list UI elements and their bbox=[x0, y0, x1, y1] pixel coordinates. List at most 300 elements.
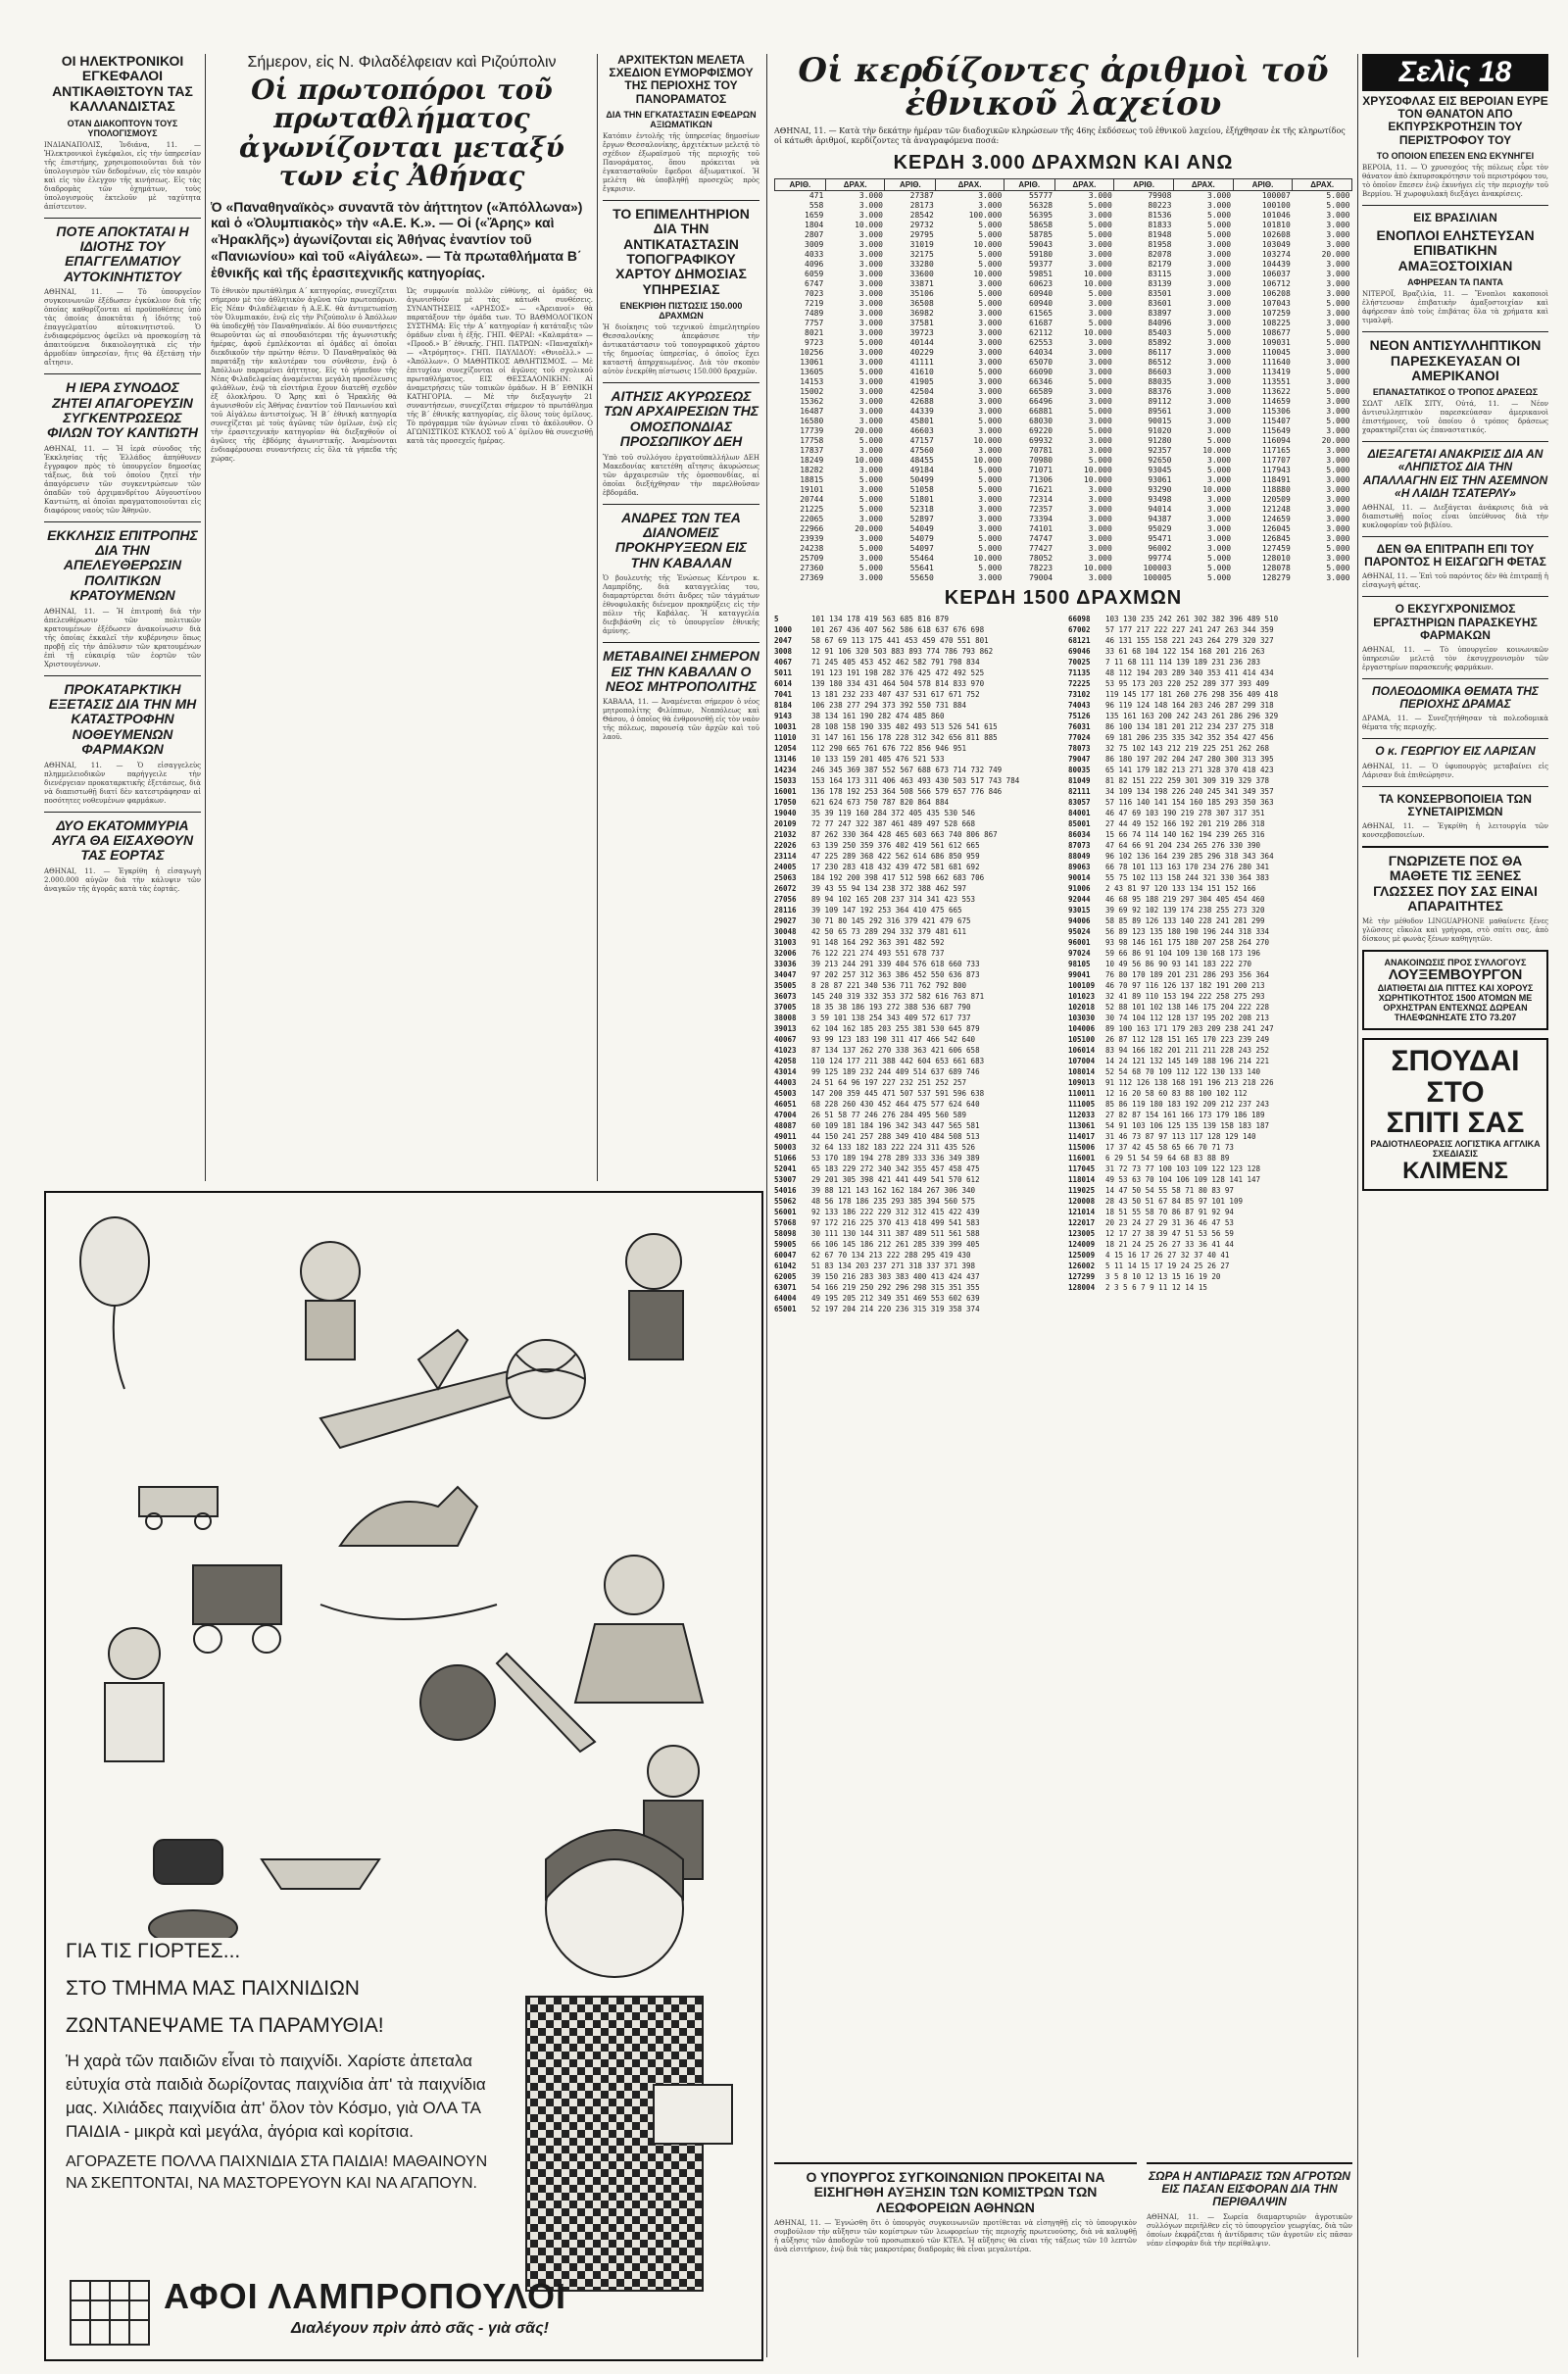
prize-cell: 3.000 bbox=[858, 299, 883, 308]
prize-number-suffixes: 12 17 27 38 39 47 51 53 56 59 bbox=[1105, 1229, 1234, 1238]
prize-cell: 5.000 bbox=[978, 289, 1003, 298]
prize-cell: 117943 bbox=[1261, 466, 1291, 474]
prize-cell: 5.000 bbox=[1326, 191, 1350, 200]
prize-number-suffixes: 31 46 73 87 97 113 117 128 129 140 bbox=[1105, 1132, 1256, 1141]
prize-cell: 3.000 bbox=[858, 319, 883, 327]
prize-number-row bbox=[1068, 1002, 1352, 1013]
prize-number-prefix: 65001 bbox=[774, 1305, 797, 1313]
prize-number-prefix: 23114 bbox=[774, 852, 797, 861]
prize-number-suffixes: 30 71 80 145 292 316 379 421 479 675 bbox=[811, 916, 971, 925]
prize-cell: 4096 bbox=[805, 260, 824, 269]
prize-row bbox=[775, 554, 1352, 564]
prize-number-suffixes: 46 47 69 103 190 219 278 307 317 351 bbox=[1105, 809, 1265, 817]
prize-number-suffixes: 62 104 162 185 203 255 381 530 645 879 bbox=[811, 1024, 980, 1033]
prize-number-prefix: 109013 bbox=[1068, 1078, 1096, 1087]
prize-cell: 18282 bbox=[800, 466, 824, 474]
prize-number-suffixes: 8 28 87 221 340 536 711 762 792 800 bbox=[811, 981, 967, 990]
prize-number-suffixes: 66 106 145 186 212 261 285 339 399 405 bbox=[811, 1240, 980, 1249]
prize-cell: 3.000 bbox=[858, 230, 883, 239]
prize-number-suffixes: 38 134 161 190 282 474 485 860 bbox=[811, 712, 945, 720]
prize-number-row bbox=[774, 1228, 1058, 1239]
prize-cell: 3.000 bbox=[1326, 534, 1350, 543]
boy-body-2 bbox=[105, 1683, 164, 1761]
prize-number-row bbox=[774, 980, 1058, 991]
prize-cell: 3.000 bbox=[1207, 260, 1232, 269]
article-body: ΑΘΗΝΑΙ, 11. — Ὁ ὑφυπουργὸς μεταβαίνει εἰς Λάρισαν διὰ ἐπιθεώρησιν. bbox=[1362, 762, 1548, 779]
prize-number-suffixes: 13 181 232 233 407 437 531 617 671 752 bbox=[811, 690, 980, 699]
prize-number-row bbox=[774, 732, 1058, 743]
prize-number-prefix: 40067 bbox=[774, 1035, 797, 1044]
lottery-intro: ΑΘΗΝΑΙ, 11. — Κατὰ τὴν δεκάτην ἡμέραν τῶν διαδοχικῶν κληρώσεων τῆς 46ης ἐκδόσεως τοῦ ἐθνικοῦ λαχείου, ἐξήχθησαν ἐκ τῆς κληρωτίδος οἱ κάτωθι ἀριθμοί, κερδίζοντες τὰ ἀναγραφόμενα ποσά: bbox=[774, 126, 1346, 145]
prize-cell: 100003 bbox=[1143, 564, 1172, 572]
prize-cell: 83897 bbox=[1148, 309, 1172, 318]
prize-number-suffixes: 39 69 92 102 139 174 238 255 273 320 bbox=[1105, 906, 1265, 915]
prize-cell: 3.000 bbox=[1088, 348, 1112, 357]
prize-row bbox=[775, 191, 1352, 202]
prize-row bbox=[775, 515, 1352, 524]
prize-number-prefix: 48087 bbox=[774, 1121, 797, 1130]
balloon-icon bbox=[80, 1217, 149, 1306]
prize-number-prefix: 86034 bbox=[1068, 830, 1091, 839]
article-body: ΔΡΑΜΑ, 11. — Συνεζητήθησαν τὰ πολεοδομικὰ θέματα τῆς περιοχῆς. bbox=[1362, 715, 1548, 732]
prize-number-prefix: 15033 bbox=[774, 776, 797, 785]
prize-cell: 40144 bbox=[909, 338, 934, 347]
prize-cell: 126845 bbox=[1261, 534, 1291, 543]
prize-table-3000 bbox=[774, 178, 1352, 583]
prize-number-suffixes: 97 202 257 312 363 386 452 550 636 873 bbox=[811, 970, 980, 979]
prize-cell: 28173 bbox=[909, 201, 934, 210]
prize-number-suffixes: 86 180 197 202 204 247 280 300 313 395 bbox=[1105, 755, 1274, 764]
prize-number-row bbox=[1068, 732, 1352, 743]
prize-number-prefix: 7041 bbox=[774, 690, 793, 699]
prize-cell: 101810 bbox=[1261, 221, 1291, 229]
prize-cell: 3.000 bbox=[1326, 348, 1350, 357]
announcement-phone: ΤΗΛΕΦΩΝΗΣΑΤΕ ΣΤΟ 73.207 bbox=[1394, 1013, 1517, 1023]
prize-number-suffixes: 59 66 86 91 104 109 130 168 173 196 bbox=[1105, 949, 1261, 958]
prize-number-prefix: 24005 bbox=[774, 863, 797, 871]
prize-cell: 3.000 bbox=[1326, 426, 1350, 435]
prize-cell: 27387 bbox=[909, 191, 934, 200]
prize-number-prefix: 111005 bbox=[1068, 1100, 1096, 1109]
prize-cell: 33871 bbox=[909, 279, 934, 288]
ad-headline-1: ΓΙΑ ΤΙΣ ΓΙΟΡΤΕΣ... bbox=[66, 1940, 241, 1962]
prize-cell: 24238 bbox=[800, 544, 824, 553]
prize-number-row bbox=[774, 1293, 1058, 1304]
prize-row bbox=[775, 407, 1352, 417]
prize-number-suffixes: 6 29 51 54 59 64 68 83 88 89 bbox=[1105, 1154, 1230, 1162]
prize-cell: 70781 bbox=[1029, 446, 1054, 455]
studies-ad bbox=[1362, 1038, 1548, 1191]
ad-footer: ΑΓΟΡΑΖΕΤΕ ΠΟΛΛΑ ΠΑΙΧΝΙΔΙΑ ΣΤΑ ΠΑΙΔΙΑ! ΜΑΘΑΙΝΟΥΝ ΝΑ ΣΚΕΠΤΟΝΤΑΙ, ΝΑ ΜΑΣΤΟΡΕΥΟΥΝ ΚΑΙ ΝΑ ΑΓΑΠΟΥΝ. bbox=[66, 2153, 488, 2192]
prize-cell: 3.000 bbox=[978, 524, 1003, 533]
ad-body: Μὲ τὴν μέθοδον LINGUAPHONE μαθαίνετε ξένες γλῶσσες εὔκολα καὶ γρήγορα, στὸ σπίτι σας, ἀπὸ δίσκους μὲ φωνὰς ξένων καθηγητῶν. bbox=[1362, 917, 1548, 944]
prize-cell: 3.000 bbox=[1326, 397, 1350, 406]
prize-cell: 3.000 bbox=[1326, 270, 1350, 278]
prize-cell: 3.000 bbox=[978, 358, 1003, 367]
page-number: Σελὶς 18 bbox=[1362, 54, 1548, 91]
prize-number-row bbox=[774, 754, 1058, 765]
prize-cell: 15362 bbox=[800, 397, 824, 406]
prize-cell: 16487 bbox=[800, 407, 824, 416]
prize-number-prefix: 32006 bbox=[774, 949, 797, 958]
prize-cell: 3.000 bbox=[858, 417, 883, 425]
prize-number-prefix: 9143 bbox=[774, 712, 793, 720]
prize-cell: 3.000 bbox=[978, 397, 1003, 406]
prize-cell: 33280 bbox=[909, 260, 934, 269]
article-body: ΝΙΤΕΡΟΪ, Βραζιλία, 11. — Ἔνοπλοι κακοποιοὶ ἐλήστευσαν ἐπιβατικὴν ἀμαξοστοιχίαν καὶ ἀφήρεσαν ἀπὸ τοὺς ἐπιβάτας ὅλα τὰ χρήματα καὶ τιμαλφῆ. bbox=[1362, 290, 1548, 325]
prize-cell: 5.000 bbox=[978, 485, 1003, 494]
prize-cell: 86512 bbox=[1148, 358, 1172, 367]
prize-number-suffixes: 32 75 102 143 212 219 225 251 262 268 bbox=[1105, 744, 1270, 753]
prize-cell: 81958 bbox=[1148, 240, 1172, 249]
article-body: ΑΘΗΝΑΙ, 11. — Ἐγνώσθη ὅτι ὁ ὑπουργὸς συγκοινωνιῶν προτίθεται νὰ εἰσηγηθῇ εἰς τὸ ὑπουργικὸν συμβούλιον τὴν αὔξησιν τῶν κομίστρων τῶν λεωφορείων τῆς περιοχῆς πρωτευούσης, διὰ νὰ καλυφθῇ ἡ αὔξησις τῶν ἀποδοχῶν τοῦ προσωπικοῦ τῶν ΚΤΕΛ. Ἡ αὔξησις θὰ εἶναι τῆς τάξεως τῶν 10 λεπτῶν ἀνὰ εἰσιτήριον, ἐνῷ διὰ τὰς μακροτέρας διαδρομὰς θὰ εἶναι μεγαλυτέρα. bbox=[774, 2219, 1137, 2254]
prize-number-row bbox=[1068, 948, 1352, 959]
prize-number-row bbox=[774, 1271, 1058, 1282]
prize-number-suffixes: 30 111 130 144 311 387 489 511 561 588 bbox=[811, 1229, 980, 1238]
prize-cell: 10.000 bbox=[973, 456, 1003, 465]
prize-number-suffixes: 119 145 177 181 260 276 298 356 409 418 bbox=[1105, 690, 1279, 699]
prize-cell: 3.000 bbox=[1088, 495, 1112, 504]
prize-cell: 5.000 bbox=[858, 544, 883, 553]
prize-cell: 54097 bbox=[909, 544, 934, 553]
prize-number-prefix: 11010 bbox=[774, 733, 797, 742]
prize-number-row bbox=[1068, 700, 1352, 711]
prize-cell: 65070 bbox=[1029, 358, 1054, 367]
studies-word-1: ΣΠΟΥΔΑΙ bbox=[1391, 1045, 1520, 1078]
prize-cell: 3.000 bbox=[1326, 211, 1350, 220]
prize-row bbox=[775, 338, 1352, 348]
prize-number-prefix: 115006 bbox=[1068, 1143, 1096, 1152]
boy-head-3 bbox=[648, 1746, 699, 1797]
prize-cell: 3.000 bbox=[1326, 260, 1350, 269]
prize-cell: 40229 bbox=[909, 348, 934, 357]
column-rule bbox=[766, 54, 767, 2357]
prize-number-row bbox=[774, 905, 1058, 915]
prize-row bbox=[775, 328, 1352, 338]
prize-number-prefix: 59005 bbox=[774, 1240, 797, 1249]
prize-number-suffixes: 2 3 5 6 7 9 11 12 14 15 bbox=[1105, 1283, 1207, 1292]
prize-number-row bbox=[774, 1131, 1058, 1142]
prize-number-prefix: 91006 bbox=[1068, 884, 1091, 893]
prize-cell: 10.000 bbox=[1083, 466, 1112, 474]
prize-cell: 74101 bbox=[1029, 524, 1054, 533]
prize-number-suffixes: 96 102 136 164 239 285 296 318 343 364 bbox=[1105, 852, 1274, 861]
prize-number-row bbox=[774, 1088, 1058, 1099]
prize-number-prefix: 33036 bbox=[774, 960, 797, 968]
prize-number-suffixes: 24 51 64 96 197 227 232 251 252 257 bbox=[811, 1078, 967, 1087]
prize-number-suffixes: 46 68 95 188 219 297 304 405 454 460 bbox=[1105, 895, 1265, 904]
prize-cell: 3.000 bbox=[1207, 270, 1232, 278]
prize-number-suffixes: 3 5 8 10 12 13 15 16 19 20 bbox=[1105, 1272, 1221, 1281]
prize-cell: 10.000 bbox=[973, 554, 1003, 563]
prize-cell: 3.000 bbox=[978, 328, 1003, 337]
prize-number-prefix: 119025 bbox=[1068, 1186, 1096, 1195]
prize-cell: 3.000 bbox=[1326, 230, 1350, 239]
prize-number-suffixes: 35 39 119 160 284 372 405 435 530 546 bbox=[811, 809, 976, 817]
prize-cell: 3009 bbox=[805, 240, 824, 249]
prize-number-prefix: 63071 bbox=[774, 1283, 797, 1292]
prize-cell: 37581 bbox=[909, 319, 934, 327]
prize-cell: 27360 bbox=[800, 564, 824, 572]
prize-cell: 20.000 bbox=[855, 524, 883, 533]
prize-number-suffixes: 136 178 192 253 364 508 566 579 657 776 846 bbox=[811, 787, 1003, 796]
prize-cell: 3.000 bbox=[1088, 358, 1112, 367]
prize-cell: 22065 bbox=[800, 515, 824, 523]
headline: ΕΙΣ ΒΡΑΣΙΛΙΑΝ bbox=[1413, 210, 1497, 224]
prize-cell: 14153 bbox=[800, 377, 824, 386]
prize-cell: 113551 bbox=[1261, 377, 1291, 386]
prize-cell: 5.000 bbox=[858, 475, 883, 484]
prize-number-row bbox=[1068, 1088, 1352, 1099]
prize-number-prefix: 98105 bbox=[1068, 960, 1091, 968]
prize-cell: 13061 bbox=[800, 358, 824, 367]
prize-number-row bbox=[774, 1045, 1058, 1056]
prize-number-row bbox=[774, 689, 1058, 700]
prize-number-prefix: 38008 bbox=[774, 1014, 797, 1022]
girl-head bbox=[605, 1556, 663, 1614]
prize-cell: 3.000 bbox=[978, 407, 1003, 416]
prize-number-suffixes: 76 122 221 274 493 551 678 737 bbox=[811, 949, 945, 958]
prize-number-row bbox=[1068, 1077, 1352, 1088]
studies-brand: ΚΛΙΜΕΝΣ bbox=[1402, 1157, 1508, 1184]
prize-cell: 17739 bbox=[800, 426, 824, 435]
prize-cell: 52318 bbox=[909, 505, 934, 514]
prize-number-prefix: 3008 bbox=[774, 647, 793, 656]
prize-number-suffixes: 7 11 68 111 114 139 189 231 236 283 bbox=[1105, 658, 1261, 667]
article-body: Τὸ ἐθνικὸν πρωτάθλημα Α΄ κατηγορίας, συνεχίζεται σήμερον μὲ τὸν ἀθλητικὸν ἀγῶνα τῶν πρωτοπόρων. Εἰς Νέαν Φιλαδέλφειαν ἡ Α.Ε.Κ. θὰ ἀντιμετωπίσῃ τὸν Ὀλυμπιακόν, ἐνῷ εἰς τὴν Ριζούπολιν ὁ Ἀπόλλων θὰ ὑποδεχθῇ τὸν Παναθηναϊκόν. Αἱ δύο συναντήσεις θεωροῦνται ὡς αἱ σπουδαιότεραι τῆς ἀγωνιστικῆς ἡμέρας, ἀφοῦ ἐμπλέκονται αἱ ὁμάδες αἱ ὁποῖαι διεκδικοῦν τὴν πρώτην θέσιν. Ὁ Παναθηναϊκὸς θὰ παρατάξῃ τὴν καλυτέραν του σύνθεσιν, ἐνῷ ὁ Ἀπόλλων παραμένει ἀήττητος. Εἰς τὸ γήπεδον τῆς Νέας Φιλαδελφείας ἀναμένεται μεγάλη προσέλευσις φιλάθλων, ἐνῷ τὰ εἰσιτήρια ἔχουν διατεθῆ σχεδὸν ἐξ ὁλοκλήρου. Ὁ Ἄρης καὶ ὁ Ἡρακλῆς θὰ ἀγωνισθοῦν εἰς Ἀθήνας ἐναντίον τοῦ Πανιωνίου καὶ τοῦ Αἰγάλεω ἀντιστοίχως. Ἡ Β΄ ἐθνικὴ κατηγορία συνεχίζεται μὲ τοὺς ἀγῶνας τῶν ὁμίλων, ἐνῷ εἰς τὴν ἐρασιτεχνικὴν κατηγορίαν θὰ διεξαχθοῦν οἱ ἀγῶνες τῆς ἑβδόμης ἀγωνιστικῆς. Ἀναμένονται ἐνδιαφέρουσαι συναντήσεις εἰς ὅλα τὰ γήπεδα τῆς χώρας. bbox=[211, 286, 397, 463]
prize-number-prefix: 122017 bbox=[1068, 1218, 1096, 1227]
prize-cell: 89561 bbox=[1148, 407, 1172, 416]
prize-cell: 3.000 bbox=[858, 397, 883, 406]
prize-number-prefix: 53007 bbox=[774, 1175, 797, 1184]
prize-number-row bbox=[1068, 1034, 1352, 1045]
prize-cell: 95471 bbox=[1148, 534, 1172, 543]
prize-number-suffixes: 39 109 147 192 253 364 410 475 665 bbox=[811, 906, 962, 915]
prize-cell: 3.000 bbox=[858, 407, 883, 416]
prize-col-header: ΑΡΙΘ. bbox=[1004, 179, 1054, 191]
prize-cell: 5.000 bbox=[1326, 564, 1350, 572]
prize-number-row bbox=[1068, 829, 1352, 840]
prize-cell: 83601 bbox=[1148, 299, 1172, 308]
prize-cell: 3.000 bbox=[1088, 515, 1112, 523]
prize-number-prefix: 110011 bbox=[1068, 1089, 1096, 1098]
prize-number-row bbox=[1068, 1174, 1352, 1185]
prize-cell: 55641 bbox=[909, 564, 934, 572]
prize-number-prefix: 19040 bbox=[774, 809, 797, 817]
prize-cell: 471 bbox=[808, 191, 824, 200]
prize-cell: 78052 bbox=[1029, 554, 1054, 563]
prize-cell: 3.000 bbox=[858, 358, 883, 367]
prize-number-row bbox=[774, 1110, 1058, 1120]
prize-cell: 3.000 bbox=[1088, 446, 1112, 455]
prize-cell: 3.000 bbox=[1326, 524, 1350, 533]
prize-number-prefix: 57068 bbox=[774, 1218, 797, 1227]
prize-number-prefix: 84001 bbox=[1068, 809, 1091, 817]
prize-cell: 17758 bbox=[800, 436, 824, 445]
prize-cell: 70980 bbox=[1029, 456, 1054, 465]
prize-number-prefix: 25063 bbox=[774, 873, 797, 882]
prize-number-suffixes: 55 75 102 113 158 244 321 330 364 383 bbox=[1105, 873, 1270, 882]
prize-number-suffixes: 4 15 16 17 26 27 32 37 40 41 bbox=[1105, 1251, 1230, 1260]
prize-number-prefix: 2047 bbox=[774, 636, 793, 645]
prize-col-header: ΔΡΑΧ. bbox=[1054, 179, 1114, 191]
prize-cell: 5.000 bbox=[1088, 456, 1112, 465]
prize-cell: 117165 bbox=[1261, 446, 1291, 455]
prize-number-suffixes: 96 119 124 148 164 203 246 287 299 318 bbox=[1105, 701, 1274, 710]
prize-number-suffixes: 86 100 134 181 201 212 234 237 275 318 bbox=[1105, 722, 1274, 731]
prize-number-row bbox=[1068, 926, 1352, 937]
prize-cell: 45801 bbox=[909, 417, 934, 425]
prize-number-row bbox=[1068, 721, 1352, 732]
prize-cell: 115649 bbox=[1261, 426, 1291, 435]
prize-number-prefix: 117045 bbox=[1068, 1164, 1096, 1173]
headline: ΑΙΤΗΣΙΣ ΑΚΥΡΩΣΕΩΣ ΤΩΝ ΑΡΧΑΙΡΕΣΙΩΝ ΤΗΣ ΟΜΟΣΠΟΝΔΙΑΣ ΠΡΟΣΩΠΙΚΟΥ ΔΕΗ bbox=[603, 388, 760, 450]
prize-number-row bbox=[774, 1002, 1058, 1013]
prize-number-row bbox=[774, 765, 1058, 775]
brand-name: ΑΦΟΙ ΛΑΜΠΡΟΠΟΥΛΟΙ bbox=[164, 2276, 567, 2316]
prize-cell: 128078 bbox=[1261, 564, 1291, 572]
prize-number-prefix: 6014 bbox=[774, 679, 793, 688]
prize-cell: 3.000 bbox=[858, 201, 883, 210]
prize-number-prefix: 100109 bbox=[1068, 981, 1096, 990]
rocking-horse-toy bbox=[340, 1487, 477, 1546]
prize-cell: 3.000 bbox=[1326, 221, 1350, 229]
prize-number-row bbox=[774, 1207, 1058, 1217]
prize-cell: 73394 bbox=[1029, 515, 1054, 523]
prize-cell: 71306 bbox=[1029, 475, 1054, 484]
prize-cell: 3.000 bbox=[1207, 348, 1232, 357]
ad-text-block bbox=[66, 1938, 497, 2195]
prize-cell: 5.000 bbox=[1207, 554, 1232, 563]
article-body: ΣΩΛΤ ΛΕΪΚ ΣΙΤΥ, Οὐτά, 11. — Νέον ἀντισυλληπτικὸν παρεσκεύασαν ἀμερικανοὶ ἐπιστήμονες, τοῦ ὁποίου ὁ τρόπος δράσεως χαρακτηρίζεται ὡς ἐπαναστατικός. bbox=[1362, 400, 1548, 435]
prize-cell: 55650 bbox=[909, 573, 934, 582]
prize-cell: 5.000 bbox=[1207, 466, 1232, 474]
prize-cell: 3.000 bbox=[1207, 279, 1232, 288]
doll-head bbox=[301, 1242, 360, 1301]
prize-number-prefix: 60047 bbox=[774, 1251, 797, 1260]
prize-row bbox=[775, 505, 1352, 515]
prize-number-row bbox=[1068, 894, 1352, 905]
prize-cell: 113419 bbox=[1261, 368, 1291, 376]
prize-cell: 85892 bbox=[1148, 338, 1172, 347]
prize-number-prefix: 5 bbox=[774, 615, 779, 623]
prize-cell: 3.000 bbox=[858, 279, 883, 288]
prize-cell: 3.000 bbox=[1326, 407, 1350, 416]
prize-cell: 3.000 bbox=[1207, 191, 1232, 200]
prize-cell: 3.000 bbox=[1207, 319, 1232, 327]
prize-number-row bbox=[1068, 1142, 1352, 1153]
prize-cell: 111640 bbox=[1261, 358, 1291, 367]
prize-cell: 3.000 bbox=[1326, 446, 1350, 455]
prize-number-row bbox=[774, 797, 1058, 808]
prize-cell: 69932 bbox=[1029, 436, 1054, 445]
headline: ΣΩΡΑ Η ΑΝΤΙΔΡΑΣΙΣ ΤΩΝ ΑΓΡΟΤΩΝ ΕΙΣ ΠΑΣΑΝ ΕΙΣΦΟΡΑΝ ΔΙΑ ΤΗΝ ΠΕΡΙΘΑΛΨΙΝ bbox=[1149, 2169, 1350, 2209]
prize-number-row bbox=[1068, 1110, 1352, 1120]
prize-row bbox=[775, 524, 1352, 534]
prize-cell: 5.000 bbox=[978, 466, 1003, 474]
prize-number-row bbox=[1068, 959, 1352, 969]
prize-number-prefix: 8184 bbox=[774, 701, 793, 710]
prize-number-prefix: 95024 bbox=[1068, 927, 1091, 936]
article-body: Ὁ βουλευτὴς τῆς Ἑνώσεως Κέντρου κ. Λαμπρίδης, διὰ καταγγελίας του, διαμαρτύρεται διότι ἄνδρες τῶν τάγμάτων ἐθνοφυλακῆς διένεμον προκηρύξεις εἰς τὴν πόλιν τῆς Καβάλας. Ἡ καταγγελία διεβιβάσθη εἰς τὸ ὑπουργεῖον ἐθνικῆς ἀμύνης. bbox=[603, 574, 760, 636]
prize-cell: 60940 bbox=[1029, 289, 1054, 298]
prize-row bbox=[775, 564, 1352, 573]
prize-cell: 7489 bbox=[805, 309, 824, 318]
prize-number-suffixes: 145 240 319 332 353 372 582 616 763 871 bbox=[811, 992, 985, 1001]
prize-number-row bbox=[774, 646, 1058, 657]
prize-number-suffixes: 57 116 140 141 154 160 185 293 350 363 bbox=[1105, 798, 1274, 807]
prize-row bbox=[775, 436, 1352, 446]
prize-row bbox=[775, 544, 1352, 554]
prize-number-row bbox=[774, 657, 1058, 668]
prize-cell: 3.000 bbox=[1207, 534, 1232, 543]
prize-col-header: ΑΡΙΘ. bbox=[885, 179, 936, 191]
prize-number-prefix: 13146 bbox=[774, 755, 797, 764]
article-body: Ἡ διοίκησις τοῦ τεχνικοῦ ἐπιμελητηρίου Θεσσαλονίκης ἀπεφάσισε τὴν ἀντικατάστασιν τοῦ τοπογραφικοῦ χάρτου τῆς δημοσίας ὑπηρεσίας, ὁ ὁποῖος ἔχει καταστῆ ἀπηρχαιωμένος. Διὰ τὸν σκοπὸν αὐτὸν ἐνεκρίθη πίστωσις 150.000 δραχμῶν. bbox=[603, 323, 760, 376]
prize-cell: 96002 bbox=[1148, 544, 1172, 553]
prize-number-row bbox=[1068, 1153, 1352, 1163]
gift-box-icon bbox=[654, 2085, 732, 2144]
prize-cell: 5.000 bbox=[978, 417, 1003, 425]
headline: ΑΝΔΡΕΣ ΤΩΝ ΤΕΑ ΔΙΑΝΟΜΕΙΣ ΠΡΟΚΗΡΥΞΕΩΝ ΕΙΣ ΤΗΝ ΚΑΒΑΛΑΝ bbox=[614, 509, 748, 570]
prize-cell: 29795 bbox=[909, 230, 934, 239]
prize-cell: 3.000 bbox=[1326, 554, 1350, 563]
prize-cell: 5.000 bbox=[1207, 564, 1232, 572]
prize-cell: 56328 bbox=[1029, 201, 1054, 210]
prize-row bbox=[775, 377, 1352, 387]
prize-cell: 10.000 bbox=[973, 270, 1003, 278]
prize-cell: 92357 bbox=[1148, 446, 1172, 455]
prize-row bbox=[775, 319, 1352, 328]
prize-number-suffixes: 39 150 216 283 303 383 400 413 424 437 bbox=[811, 1272, 980, 1281]
prize-number-suffixes: 34 109 134 198 226 240 245 341 349 357 bbox=[1105, 787, 1274, 796]
prize-row bbox=[775, 260, 1352, 270]
prize-number-prefix: 94006 bbox=[1068, 916, 1091, 925]
prize-cell: 3.000 bbox=[1207, 417, 1232, 425]
article-body: ΑΘΗΝΑΙ, 11. — Τὸ ὑπουργεῖον συγκοινωνιῶν ἐξέδωσεν ἐγκύκλιον διὰ τῆς ὁποίας καθορίζονται αἱ προϋποθέσεις ὑπὸ τὰς ὁποίας ἀποκτᾶται ἡ ἰδιότης τοῦ ἐπαγγελματίου αὐτοκινητιστοῦ. Ὁ ἐνδιαφερόμενος ὀφείλει νὰ προσκομίσῃ τὰ ἀπαιτούμενα δικαιολογητικὰ εἰς τὴν ἁρμοδίαν ὑπηρεσίαν, ἥτις θὰ ἐξετάσῃ τὴν αἴτησιν. bbox=[44, 288, 201, 368]
prize-number-prefix: 45003 bbox=[774, 1089, 797, 1098]
prize-cell: 3.000 bbox=[1207, 368, 1232, 376]
prize-number-suffixes: 83 94 166 182 201 211 211 228 243 252 bbox=[1105, 1046, 1270, 1055]
prize-number-suffixes: 57 177 217 222 227 241 247 263 344 359 bbox=[1105, 625, 1274, 634]
prize-number-prefix: 10031 bbox=[774, 722, 797, 731]
prize-row bbox=[775, 485, 1352, 495]
prize-number-row bbox=[774, 721, 1058, 732]
prize-row bbox=[775, 426, 1352, 436]
prize-row bbox=[775, 201, 1352, 211]
prize-cell: 1804 bbox=[805, 221, 824, 229]
prize-cell: 3.000 bbox=[978, 348, 1003, 357]
prize-number-prefix: 85001 bbox=[1068, 819, 1091, 828]
prize-cell: 77427 bbox=[1029, 544, 1054, 553]
prize-number-row bbox=[774, 1066, 1058, 1077]
prize-number-prefix: 50003 bbox=[774, 1143, 797, 1152]
store-building-icon bbox=[66, 2271, 154, 2349]
prize-number-suffixes: 44 150 241 257 288 349 410 484 508 513 bbox=[811, 1132, 980, 1141]
prize-cell: 10.000 bbox=[1202, 485, 1232, 494]
column-2 bbox=[211, 54, 593, 1181]
prize-cell: 5.000 bbox=[858, 505, 883, 514]
prize-cell: 3.000 bbox=[858, 309, 883, 318]
prize-number-prefix: 124009 bbox=[1068, 1240, 1096, 1249]
prize-number-suffixes: 18 35 38 186 193 272 388 536 687 790 bbox=[811, 1003, 971, 1012]
prize-cell: 3.000 bbox=[1207, 358, 1232, 367]
prize-number-prefix: 58098 bbox=[774, 1229, 797, 1238]
prize-row bbox=[775, 456, 1352, 466]
prize-number-suffixes: 139 180 334 431 464 504 578 814 833 970 bbox=[811, 679, 985, 688]
prize-cell: 3.000 bbox=[858, 250, 883, 259]
prize-number-prefix: 89063 bbox=[1068, 863, 1091, 871]
